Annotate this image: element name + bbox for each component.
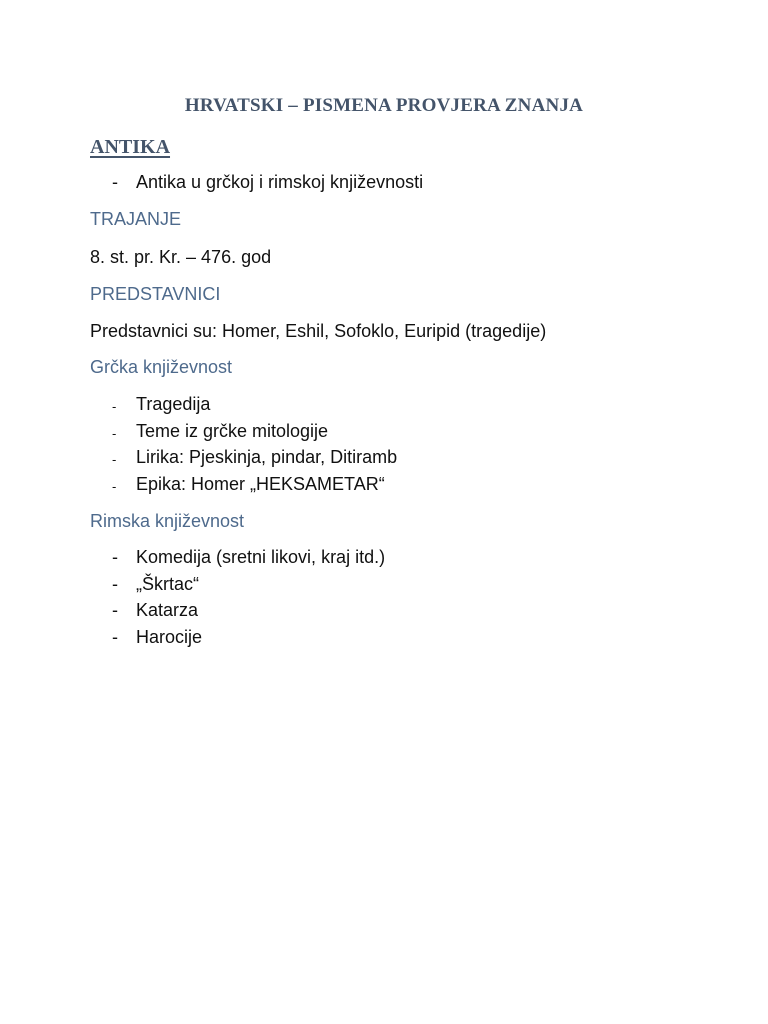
heading-trajanje: TRAJANJE — [90, 209, 182, 229]
heading-predstavnici: PREDSTAVNICI — [90, 284, 221, 304]
list-item-text: Antika u grčkoj i rimskoj književnosti — [136, 172, 424, 192]
trajanje-text: 8. st. pr. Kr. – 476. god — [90, 247, 272, 267]
list-dash: - — [112, 452, 117, 467]
document-title: HRVATSKI – PISMENA PROVJERA ZNANJA — [184, 95, 584, 116]
list-item-text: Komedija (sretni likovi, kraj itd.) — [136, 547, 386, 567]
section-heading-antika: ANTIKA — [90, 136, 171, 158]
list-item-text: „Škrtac“ — [136, 573, 199, 594]
list-dash: - — [112, 399, 117, 414]
predstavnici-text: Predstavnici su: Homer, Eshil, Sofoklo, Euripid (tragedije) — [90, 321, 547, 341]
list-dash: - — [112, 547, 118, 567]
list-dash: - — [112, 172, 118, 192]
list-dash: - — [112, 573, 118, 594]
list-item-text: Tragedija — [136, 394, 211, 414]
list-item-text: Harocije — [136, 626, 203, 647]
list-item-text: Epika: Homer „HEKSAMETAR“ — [136, 473, 385, 494]
list-item-text: Teme iz grčke mitologije — [136, 420, 329, 441]
list-dash: - — [112, 626, 118, 647]
list-dash: - — [112, 600, 118, 620]
list-dash: - — [112, 478, 117, 494]
heading-rimska-knjizevnost: Rimska književnost — [90, 511, 245, 531]
list-dash: - — [112, 425, 117, 441]
list-item-text: Katarza — [136, 600, 199, 620]
list-item-text: Lirika: Pjeskinja, pindar, Ditiramb — [136, 447, 398, 467]
heading-grcka-knjizevnost: Grčka književnost — [90, 357, 233, 377]
